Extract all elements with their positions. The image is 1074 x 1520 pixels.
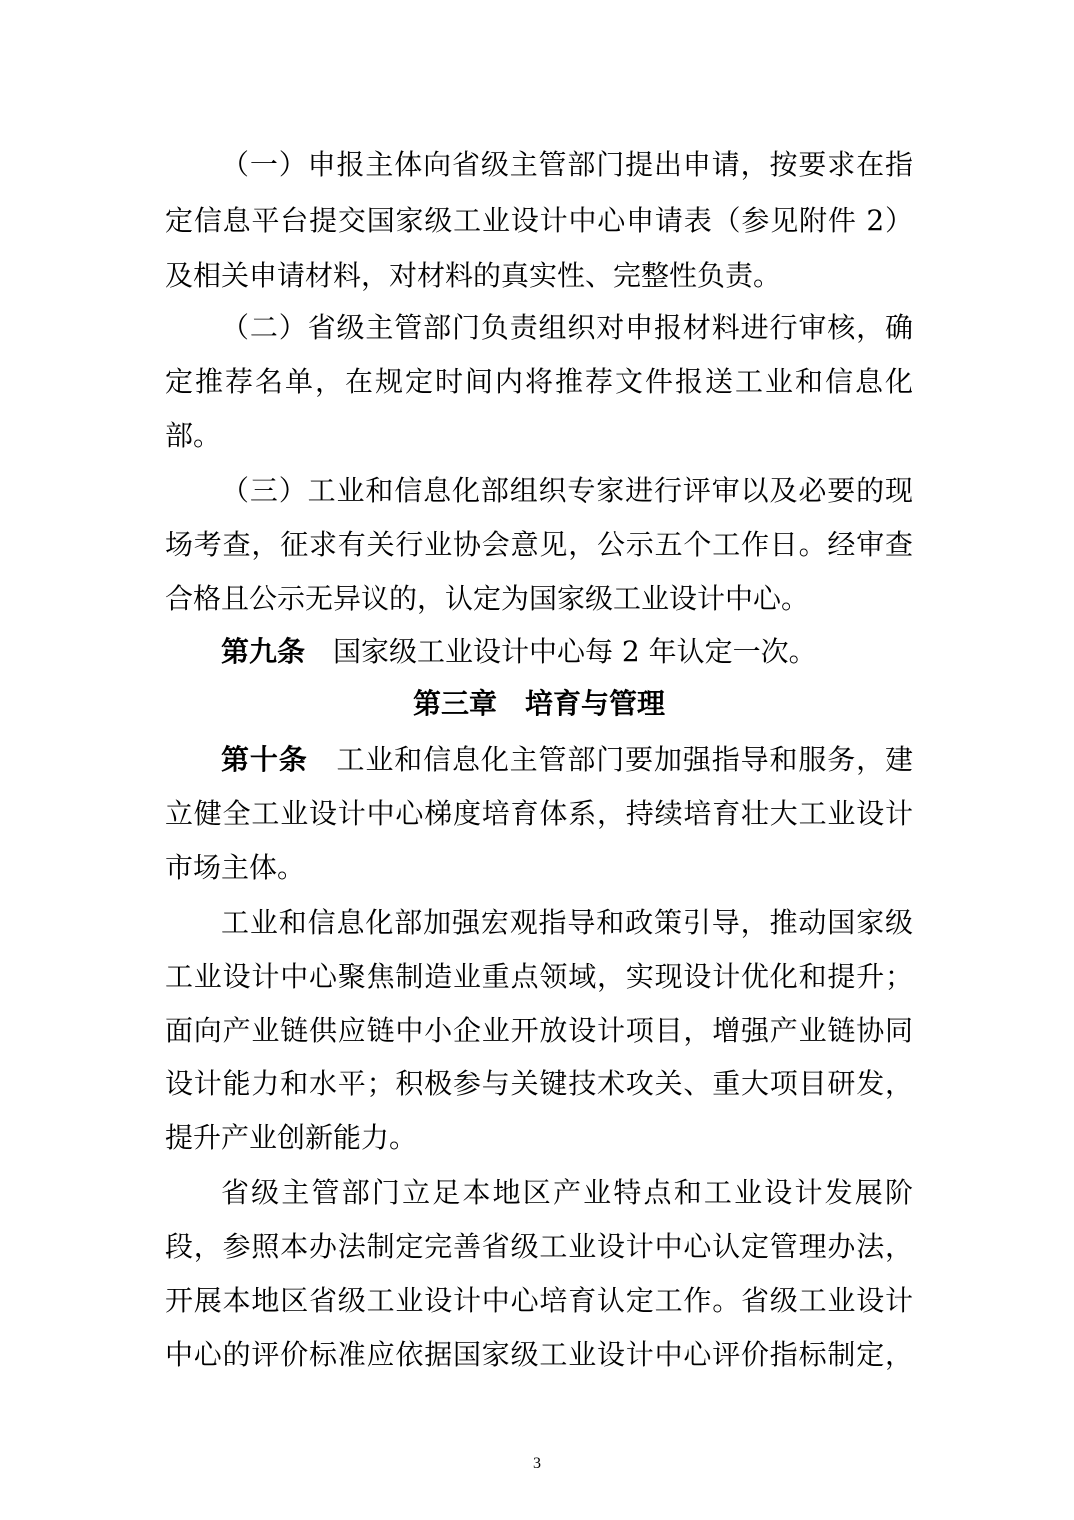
text-line: 场考查，征求有关行业协会意见，公示五个工作日。经审查 — [165, 528, 913, 561]
article-10-line — [221, 732, 913, 788]
text-line: 部。 — [165, 419, 222, 452]
text-line: 立健全工业设计中心梯度培育体系，持续培育壮大工业设计 — [165, 797, 913, 830]
text-line: 段，参照本办法制定完善省级工业设计中心认定管理办法， — [165, 1230, 913, 1263]
article-9-line — [221, 624, 913, 680]
text-line: 省级主管部门立足本地区产业特点和工业设计发展阶 — [221, 1176, 913, 1209]
text-line: 提升产业创新能力。 — [165, 1121, 418, 1154]
text-line: 工业设计中心聚焦制造业重点领域，实现设计优化和提升； — [165, 960, 913, 993]
text-line: （二）省级主管部门负责组织对申报材料进行审核，确 — [221, 311, 913, 344]
text-line: 定推荐名单，在规定时间内将推荐文件报送工业和信息化 — [165, 365, 913, 398]
text-line: 设计能力和水平；积极参与关键技术攻关、重大项目研发， — [165, 1067, 913, 1100]
text-line: 中心的评价标准应依据国家级工业设计中心评价指标制定， — [165, 1338, 913, 1371]
page-number: 3 — [533, 1455, 541, 1472]
text-line: 及相关申请材料，对材料的真实性、完整性负责。 — [165, 259, 782, 292]
text-line: 面向产业链供应链中小企业开放设计项目，增强产业链协同 — [165, 1014, 913, 1047]
text-line: 开展本地区省级工业设计中心培育认定工作。省级工业设计 — [165, 1284, 913, 1317]
text-line: 定信息平台提交国家级工业设计中心申请表（参见附件 2） — [165, 204, 913, 237]
chapter-heading: 第三章 培育与管理 — [412, 687, 665, 720]
text-line: 市场主体。 — [165, 851, 306, 884]
text-line: 工业和信息化部加强宏观指导和政策引导，推动国家级 — [221, 906, 913, 939]
text-line: （一）申报主体向省级主管部门提出申请，按要求在指 — [221, 148, 913, 181]
article-9-label: 第九条 — [221, 635, 306, 668]
article-10-label: 第十条 — [221, 743, 308, 776]
text-line: 合格且公示无异议的，认定为国家级工业设计中心。 — [165, 582, 810, 615]
article-9-text: 国家级工业设计中心每 2 年认定一次。 — [333, 635, 817, 668]
article-10-text: 工业和信息化主管部门要加强指导和服务，建 — [335, 743, 913, 776]
text-line: （三）工业和信息化部组织专家进行评审以及必要的现 — [221, 474, 913, 507]
